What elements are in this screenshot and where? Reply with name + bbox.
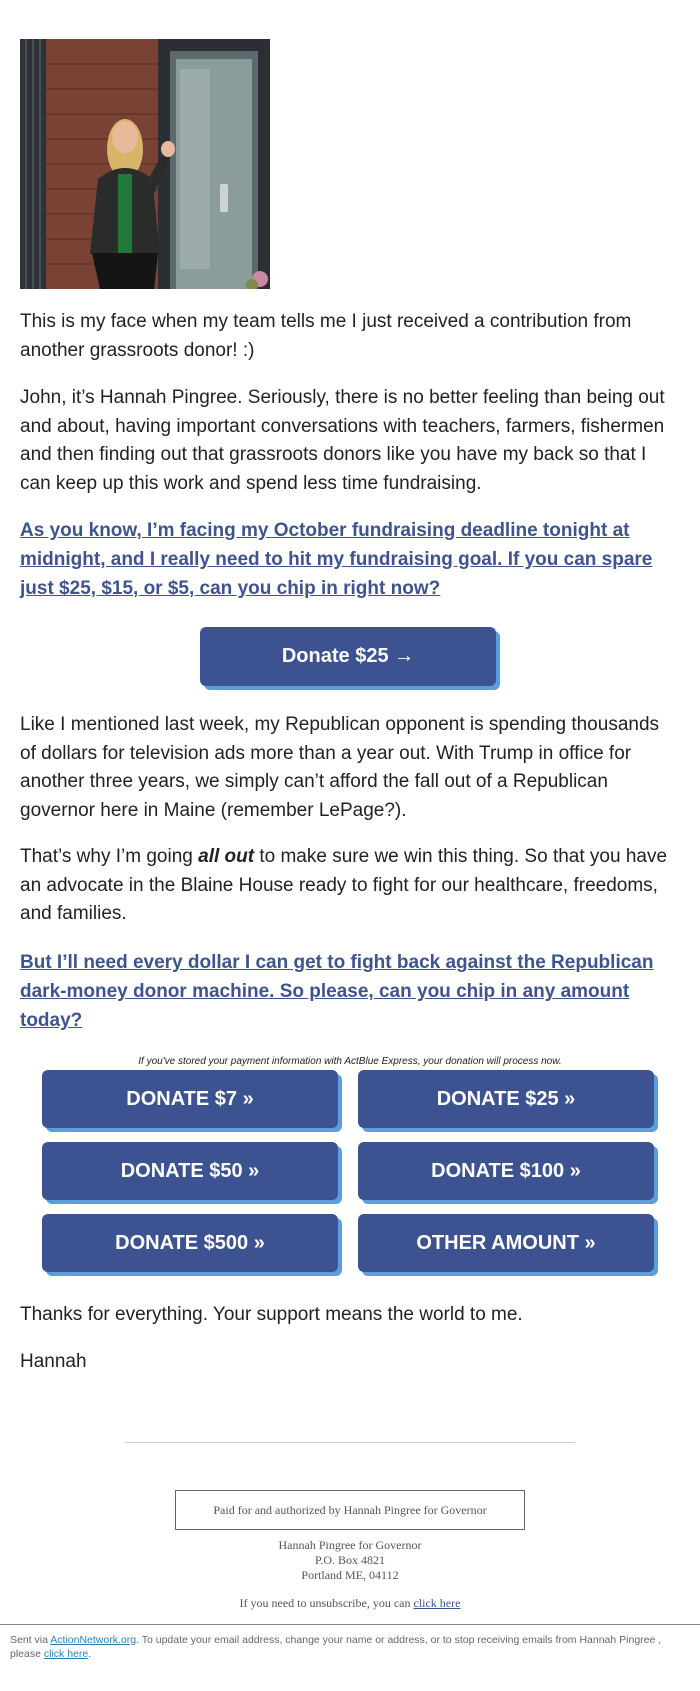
hannah-photo-image <box>20 39 270 289</box>
donate-25-main-button[interactable]: Donate $25 → <box>200 627 496 686</box>
sent-via-text: Sent via <box>10 1634 51 1646</box>
paid-for-disclaimer: Paid for and authorized by Hannah Pingree for Governor <box>175 1490 525 1530</box>
actblue-express-note: If you've stored your payment information with ActBlue Express, your donation will process now. <box>138 1056 562 1067</box>
paragraph-opponent: Like I mentioned last week, my Republican opponent is spending thousands of dollars for television ads more than a year out. With Trump in office for another three years, we simply can’t afford the fall out of a Republican governor here in Maine (remember LePage?). <box>20 714 660 821</box>
dark-money-link-text[interactable]: But I’ll need every dollar I can get to fight back against the Republican dark-money donor machine. So please, can you chip in any amount today? <box>20 952 654 1031</box>
paragraph-intro-hannah: John, it’s Hannah Pingree. Seriously, there is no better feeling than being out and about, having important conversations with teachers, farmers, fishermen and then finding out that grassroots donors like you have my back so that I can keep up this work and spend less time fundraising. <box>20 387 665 494</box>
donate-25-button[interactable]: DONATE $25 » <box>358 1070 654 1128</box>
fundraising-deadline-link-text[interactable]: As you know, I’m facing my October fundraising deadline tonight at midnight, and I really need to hit my fundraising goal. If you can spare just $25, $15, or $5, can you chip in right now? <box>20 520 653 599</box>
address-box: P.O. Box 4821 <box>314 1553 385 1567</box>
footer-end-text: . <box>88 1648 92 1660</box>
donate-500-button[interactable]: DONATE $500 » <box>42 1214 338 1272</box>
footer-middle-text: . To update your email address, change your name or address, or to stop receiving emails from Hannah Pingree , please <box>10 1634 662 1660</box>
footer-divider <box>125 1442 575 1443</box>
mailing-address <box>0 1538 700 1583</box>
action-network-link[interactable]: ActionNetwork.org <box>50 1634 137 1646</box>
hero-photo <box>20 39 270 289</box>
paragraph-all-out <box>20 843 675 929</box>
signature: Hannah <box>20 1351 87 1372</box>
donate-100-button[interactable]: DONATE $100 » <box>358 1142 654 1200</box>
unsubscribe-text: If you need to unsubscribe, you can <box>239 1596 414 1610</box>
all-out-after: to make sure we win this thing. So that you have an advocate in the Blaine House ready to fight for our healthcare, freedoms, and families. <box>20 846 668 924</box>
update-email-link[interactable]: click here <box>43 1648 89 1660</box>
all-out-before: That’s why I’m going <box>20 846 199 867</box>
thanks-text: Thanks for everything. Your support means the world to me. <box>20 1304 523 1325</box>
address-city: Portland ME, 04112 <box>301 1568 399 1582</box>
footer-rule <box>0 1624 700 1625</box>
fundraising-deadline-link[interactable] <box>20 516 675 603</box>
intro-text: This is my face when my team tells me I just received a contribution from another grassroots donor! :) <box>20 311 632 361</box>
address-name: Hannah Pingree for Governor <box>278 1538 422 1552</box>
donate-7-button[interactable]: DONATE $7 » <box>42 1070 338 1128</box>
all-out-emphasis: all out <box>198 846 255 867</box>
action-network-footer <box>10 1633 695 1661</box>
unsubscribe-link[interactable]: click here <box>413 1596 461 1610</box>
dark-money-link[interactable] <box>20 948 675 1035</box>
donate-50-button[interactable]: DONATE $50 » <box>42 1142 338 1200</box>
other-amount-button[interactable]: OTHER AMOUNT » <box>358 1214 654 1272</box>
unsubscribe-line <box>0 1596 700 1611</box>
